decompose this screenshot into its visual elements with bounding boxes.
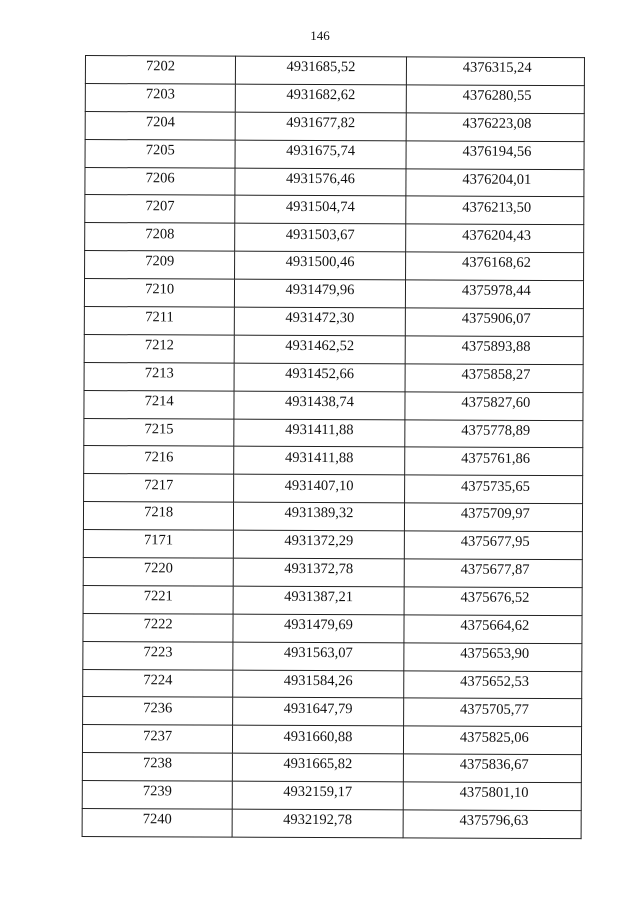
- x-coordinate-cell: [234, 335, 404, 364]
- y-coordinate-cell: [404, 559, 582, 588]
- x-coordinate-cell: [234, 502, 404, 531]
- point-id-cell: [85, 223, 235, 252]
- table-row: [82, 725, 581, 755]
- coordinates-table: [82, 55, 585, 839]
- x-coordinate-cell: [234, 363, 404, 392]
- table-row: [83, 530, 582, 560]
- x-coordinate-cell: [233, 614, 403, 643]
- point-id: 7224: [143, 672, 173, 689]
- y-coordinate: 4375676,52: [460, 589, 530, 607]
- y-coordinate-cell: [403, 810, 581, 839]
- x-coordinate-cell: [234, 391, 404, 420]
- point-id-cell: [85, 139, 235, 168]
- x-coordinate-cell: [234, 475, 404, 504]
- point-id: 7240: [142, 811, 172, 828]
- table-row: [82, 753, 581, 783]
- x-coordinate-cell: [234, 419, 404, 448]
- point-id-cell: [84, 474, 234, 503]
- x-coordinate: 4931407,10: [284, 477, 354, 494]
- point-id: 7207: [145, 197, 175, 215]
- point-id: 7237: [143, 727, 173, 744]
- y-coordinate-cell: [406, 113, 584, 142]
- point-id: 7220: [143, 560, 173, 577]
- y-coordinate: 4376204,43: [462, 227, 532, 244]
- point-id: 7221: [143, 588, 173, 605]
- x-coordinate-cell: [234, 530, 404, 559]
- y-coordinate: 4375836,67: [459, 757, 529, 774]
- y-coordinate: 4376204,01: [462, 171, 532, 188]
- point-id: 7214: [144, 393, 174, 410]
- x-coordinate: 4931677,82: [286, 114, 356, 132]
- point-id-cell: [82, 753, 232, 782]
- x-coordinate: 4931576,46: [285, 170, 355, 187]
- x-coordinate: 4931462,52: [285, 337, 355, 355]
- point-id-cell: [82, 725, 232, 754]
- point-id-cell: [83, 669, 233, 698]
- point-id: 7239: [142, 783, 172, 800]
- x-coordinate-cell: [233, 698, 403, 727]
- table-row: [83, 641, 582, 671]
- point-id-cell: [85, 56, 235, 85]
- x-coordinate-cell: [235, 112, 405, 141]
- x-coordinate-cell: [235, 168, 405, 197]
- point-id-cell: [83, 697, 233, 726]
- x-coordinate: 4931504,74: [285, 198, 355, 215]
- y-coordinate: 4375801,10: [459, 784, 529, 802]
- y-coordinate-cell: [403, 670, 581, 699]
- y-coordinate-cell: [404, 419, 582, 448]
- y-coordinate-cell: [406, 57, 584, 86]
- page-number: 146: [310, 28, 330, 43]
- x-coordinate: 4931452,66: [285, 365, 355, 383]
- y-coordinate: 4375825,06: [459, 729, 529, 746]
- x-coordinate: 4931563,07: [283, 644, 353, 662]
- point-id: 7211: [145, 309, 174, 326]
- point-id-cell: [84, 446, 234, 475]
- point-id: 7206: [145, 170, 175, 187]
- y-coordinate-cell: [406, 85, 584, 114]
- x-coordinate-cell: [233, 753, 403, 782]
- y-coordinate: 4375761,86: [461, 450, 531, 467]
- y-coordinate-cell: [404, 615, 582, 644]
- x-coordinate-cell: [233, 726, 403, 755]
- x-coordinate-cell: [235, 223, 405, 252]
- table-row: [85, 251, 584, 281]
- table-row: [83, 502, 582, 532]
- y-coordinate-cell: [406, 141, 584, 170]
- y-coordinate: 4375778,89: [461, 422, 531, 439]
- y-coordinate: 4375827,60: [461, 394, 531, 411]
- y-coordinate: 4376168,62: [461, 255, 531, 272]
- y-coordinate-cell: [405, 280, 583, 309]
- x-coordinate-cell: [235, 140, 405, 169]
- table-row: [84, 279, 583, 309]
- point-id: 7215: [144, 421, 174, 438]
- y-coordinate: 4375978,44: [461, 282, 531, 300]
- x-coordinate-cell: [235, 307, 405, 336]
- x-coordinate: 4931584,26: [283, 672, 353, 689]
- y-coordinate-cell: [406, 168, 584, 197]
- x-coordinate: 4931387,21: [284, 588, 354, 606]
- x-coordinate: 4931682,62: [286, 86, 356, 104]
- x-coordinate: 4931479,96: [285, 282, 355, 299]
- x-coordinate: 4931372,78: [284, 561, 354, 578]
- x-coordinate: 4931411,88: [284, 449, 354, 466]
- x-coordinate: 4931372,29: [284, 533, 354, 550]
- point-id: 7216: [144, 448, 174, 466]
- y-coordinate-cell: [405, 336, 583, 365]
- point-id: 7209: [145, 253, 175, 270]
- x-coordinate: 4931647,79: [283, 700, 353, 717]
- table-row: [85, 195, 584, 225]
- y-coordinate-cell: [403, 698, 581, 727]
- table-row: [84, 307, 583, 337]
- table-row: [84, 474, 583, 504]
- y-coordinate-cell: [405, 196, 583, 225]
- point-id: 7202: [146, 58, 176, 75]
- y-coordinate: 4375664,62: [460, 617, 530, 634]
- x-coordinate-cell: [232, 781, 402, 810]
- x-coordinate-cell: [234, 447, 404, 476]
- point-id-cell: [83, 613, 233, 642]
- point-id: 7238: [142, 755, 173, 772]
- y-coordinate: 4375858,27: [461, 366, 531, 383]
- x-coordinate: 4931685,52: [286, 59, 356, 76]
- x-coordinate-cell: [236, 56, 406, 85]
- x-coordinate: 4931660,88: [283, 728, 353, 745]
- point-id-cell: [85, 83, 235, 112]
- y-coordinate: 4375677,95: [460, 533, 530, 551]
- y-coordinate: 4375705,77: [459, 701, 529, 718]
- point-id: 7210: [145, 281, 175, 298]
- y-coordinate-cell: [404, 447, 582, 476]
- x-coordinate-cell: [235, 279, 405, 308]
- x-coordinate-cell: [236, 84, 406, 113]
- point-id-cell: [84, 418, 234, 447]
- x-coordinate-cell: [235, 251, 405, 280]
- table-row: [85, 83, 584, 113]
- y-coordinate-cell: [405, 364, 583, 393]
- y-coordinate-cell: [403, 726, 581, 755]
- table-row: [85, 223, 584, 253]
- table-row: [84, 418, 583, 448]
- table-row: [82, 781, 581, 811]
- y-coordinate-cell: [404, 503, 582, 532]
- x-coordinate: 4932159,17: [283, 784, 353, 801]
- x-coordinate: 4931438,74: [284, 393, 354, 411]
- point-id: 7223: [143, 644, 173, 661]
- table-row: [83, 558, 582, 588]
- point-id-cell: [82, 781, 232, 810]
- x-coordinate: 4931411,88: [285, 421, 354, 438]
- point-id-cell: [83, 641, 233, 670]
- table-row: [82, 809, 581, 839]
- x-coordinate: 4931503,67: [285, 226, 355, 243]
- table-row: [83, 669, 582, 699]
- y-coordinate: 4375796,63: [459, 812, 529, 830]
- y-coordinate-cell: [404, 531, 582, 560]
- coordinates-table-body: [82, 56, 584, 839]
- point-id: 7203: [145, 86, 175, 103]
- y-coordinate: 4376315,24: [462, 59, 532, 77]
- y-coordinate-cell: [403, 754, 581, 783]
- point-id: 7236: [143, 699, 173, 717]
- table-row: [84, 362, 583, 392]
- x-coordinate-cell: [232, 809, 402, 838]
- y-coordinate: 4375709,97: [460, 506, 530, 523]
- point-id-cell: [83, 502, 233, 531]
- y-coordinate: 4375906,07: [461, 310, 531, 328]
- y-coordinate: 4376194,56: [462, 143, 532, 160]
- x-coordinate: 4931675,74: [286, 142, 356, 160]
- point-id-cell: [84, 390, 234, 419]
- x-coordinate: 4931479,69: [283, 616, 353, 634]
- table-row: [84, 390, 583, 420]
- y-coordinate-cell: [405, 392, 583, 421]
- x-coordinate: 4931389,32: [284, 505, 354, 522]
- point-id-cell: [85, 167, 235, 196]
- table-row: [83, 585, 582, 615]
- point-id-cell: [83, 585, 233, 614]
- y-coordinate: 4376223,08: [462, 115, 532, 132]
- y-coordinate: 4375735,65: [460, 478, 530, 495]
- table-row: [83, 613, 582, 643]
- table-row: [84, 446, 583, 476]
- point-id: 7212: [144, 337, 174, 354]
- x-coordinate-cell: [233, 558, 403, 587]
- point-id: 7222: [143, 616, 173, 633]
- x-coordinate-cell: [233, 670, 403, 699]
- point-id-cell: [83, 558, 233, 587]
- point-id-cell: [85, 195, 235, 224]
- y-coordinate-cell: [405, 224, 583, 253]
- x-coordinate: 4931472,30: [285, 310, 355, 327]
- point-id-cell: [84, 279, 234, 308]
- table-row: [83, 697, 582, 727]
- point-id-cell: [84, 334, 234, 363]
- point-id: 7208: [145, 225, 175, 242]
- table-row: [85, 139, 584, 169]
- y-coordinate: 4375652,53: [460, 673, 530, 690]
- y-coordinate: 4376213,50: [462, 199, 532, 216]
- point-id-cell: [84, 362, 234, 391]
- x-coordinate-cell: [235, 196, 405, 225]
- point-id: 7213: [144, 365, 174, 382]
- point-id: 7205: [145, 142, 175, 159]
- y-coordinate-cell: [405, 308, 583, 337]
- table-row: [85, 111, 584, 141]
- y-coordinate-cell: [403, 782, 581, 811]
- point-id-cell: [83, 530, 233, 559]
- x-coordinate-cell: [233, 586, 403, 615]
- x-coordinate: 4931500,46: [285, 254, 355, 271]
- y-coordinate-cell: [403, 643, 581, 672]
- y-coordinate-cell: [404, 475, 582, 504]
- table-row: [85, 167, 584, 197]
- table-row: [84, 334, 583, 364]
- point-id-cell: [85, 111, 235, 140]
- x-coordinate: 4931665,82: [283, 756, 353, 773]
- point-id-cell: [84, 307, 234, 336]
- y-coordinate: 4376280,55: [462, 87, 532, 105]
- point-id: 7204: [145, 114, 175, 131]
- point-id: 7217: [144, 476, 174, 493]
- y-coordinate-cell: [404, 587, 582, 616]
- y-coordinate: 4375893,88: [461, 338, 531, 356]
- x-coordinate: 4932192,78: [283, 812, 353, 829]
- y-coordinate-cell: [405, 252, 583, 281]
- y-coordinate: 4375653,90: [460, 645, 530, 662]
- x-coordinate-cell: [233, 642, 403, 671]
- point-id: 7218: [144, 504, 174, 521]
- point-id-cell: [82, 809, 232, 838]
- point-id: 7171: [143, 532, 174, 549]
- table-row: [85, 56, 584, 86]
- point-id-cell: [85, 251, 235, 280]
- y-coordinate: 4375677,87: [460, 561, 530, 579]
